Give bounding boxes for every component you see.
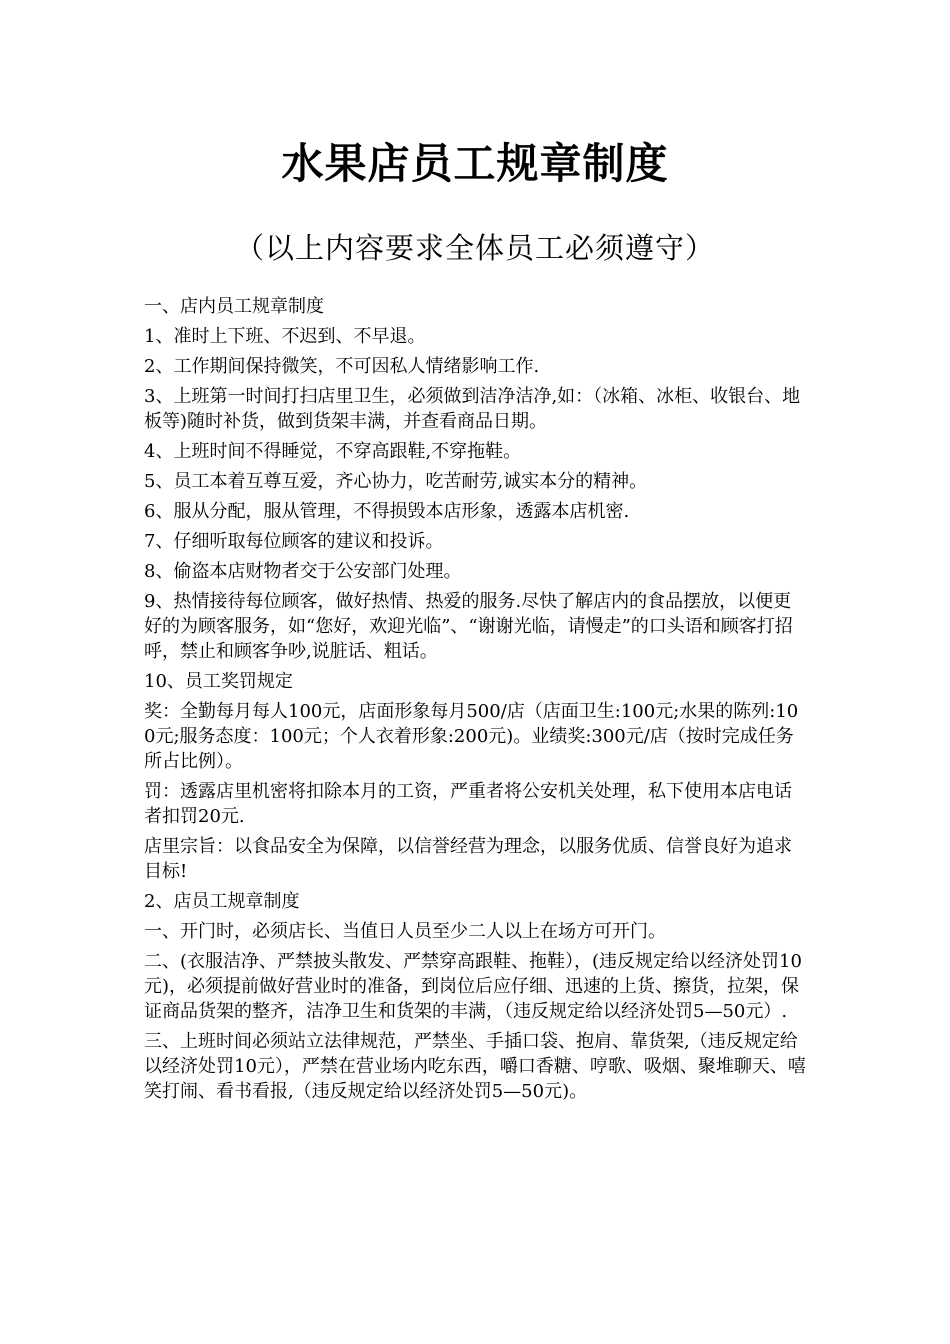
rule-item-9: 9、热情接待每位顾客，做好热情、热爱的服务.尽快了解店内的食品摆放，以便更好的为顾客服务，如“您好，欢迎光临”、“谢谢光临，请慢走”的口头语和顾客打招呼，禁止和顾客争吵,说脏话、粗话。: [144, 591, 793, 662]
rule-item-10-heading: 10、员工奖罚规定: [144, 671, 293, 692]
rule-item-8: 8、偷盗本店财物者交于公安部门处理。: [144, 561, 462, 582]
document-body: [144, 294, 808, 1109]
penalty-paragraph: 罚：透露店里机密将扣除本月的工资，严重者将公安机关处理，私下使用本店电话者扣罚20元.: [144, 781, 792, 827]
staff-rule-1: 一、开门时，必须店长、当值日人员至少二人以上在场方可开门。: [144, 921, 666, 942]
staff-rule-3: 三、上班时间必须站立法律规范，严禁坐、手插口袋、抱肩、靠货架,（违反规定给以经济处罚10元），严禁在营业场内吃东西，嚼口香糖、哼歌、吸烟、聚堆聊天、嘻笑打闹、看书看报,（违反规定给以经济处罚5—50元)。: [144, 1031, 806, 1102]
rule-item-2: 2、工作期间保持微笑，不可因私人情绪影响工作.: [144, 356, 540, 377]
section-heading-staff-rules: 2、店员工规章制度: [144, 891, 300, 912]
store-purpose-paragraph: 店里宗旨：以食品安全为保障，以信誉经营为理念，以服务优质、信誉良好为追求目标!: [144, 836, 792, 882]
rule-item-5: 5、员工本着互尊互爱，齐心协力，吃苦耐劳,诚实本分的精神。: [144, 471, 648, 492]
document-subtitle: （以上内容要求全体员工必须遵守）: [234, 231, 715, 265]
section-heading-store-rules: 一、店内员工规章制度: [144, 296, 324, 317]
rule-item-1: 1、准时上下班、不迟到、不早退。: [144, 326, 426, 347]
rule-item-7: 7、仔细听取每位顾客的建议和投诉。: [144, 531, 444, 552]
rule-item-6: 6、服从分配，服从管理，不得损毁本店形象，透露本店机密.: [144, 501, 630, 522]
rule-item-3: 3、上班第一时间打扫店里卫生，必须做到洁净洁净,如：（冰箱、冰柜、收银台、地板等)随时补货，做到货架丰满，并查看商品日期。: [144, 386, 801, 432]
document-title: 水果店员工规章制度: [281, 139, 669, 188]
reward-paragraph: 奖：全勤每月每人100元，店面形象每月500/店（店面卫生:100元;水果的陈列:100元;服务态度：100元；个人衣着形象:200元)。业绩奖:300元/店（按时完成任务所占比例）。: [144, 701, 799, 772]
staff-rule-2: 二、(衣服洁净、严禁披头散发、严禁穿高跟鞋、拖鞋），(违反规定给以经济处罚10元)，必须提前做好营业时的准备，到岗位后应仔细、迅速的上货、擦货，拉架，保证商品货架的整齐，洁净卫生和货架的丰满，（违反规定给以经济处罚5—50元）.: [144, 951, 802, 1022]
rule-item-4: 4、上班时间不得睡觉，不穿高跟鞋,不穿拖鞋。: [144, 441, 522, 462]
